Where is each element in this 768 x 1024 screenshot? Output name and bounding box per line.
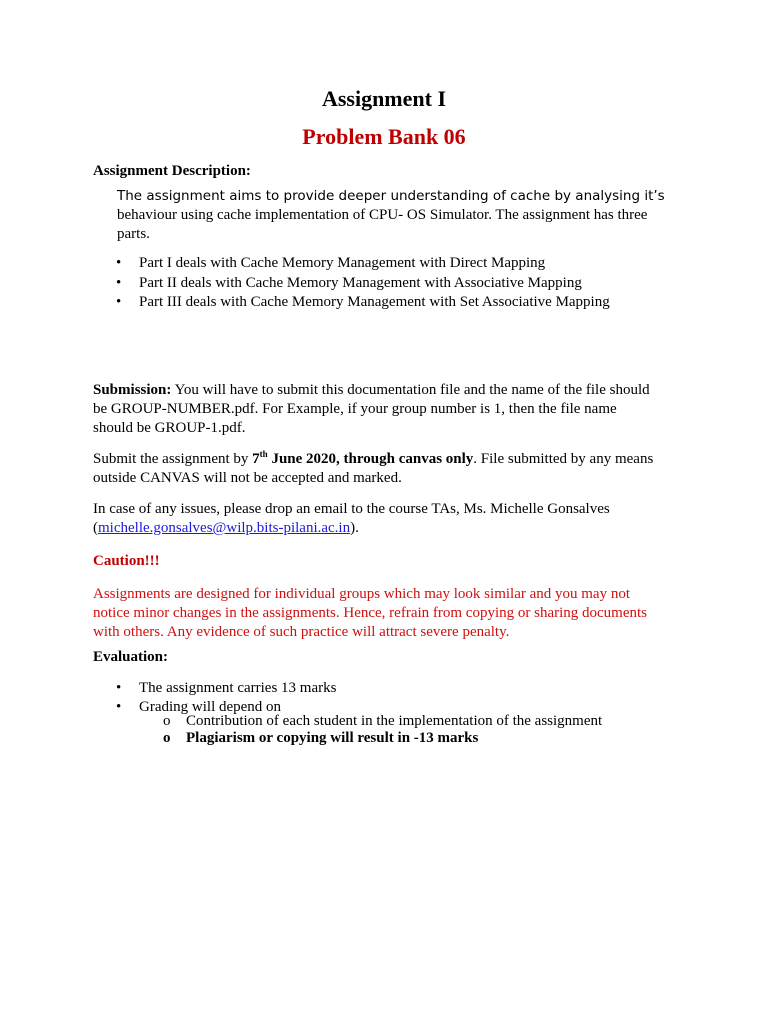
submission-label: Submission:: [93, 382, 172, 398]
caution-line-2: notice minor changes in the assignments. Hence, refrain from copying or sharing documents: [93, 605, 648, 621]
sub-list-item: o Plagiarism or copying will result in -13 marks: [163, 730, 602, 747]
description-line-3: parts.: [117, 226, 150, 242]
evaluation-sublist: [163, 713, 602, 747]
description-paragraph: [117, 187, 677, 244]
sub-list-item: o Contribution of each student in the implementation of the assignment: [163, 713, 602, 730]
parts-list: [116, 254, 610, 313]
list-item: • Part II deals with Cache Memory Management with Associative Mapping: [116, 274, 610, 294]
list-item: • Part I deals with Cache Memory Management with Direct Mapping: [116, 254, 610, 274]
evaluation-heading: Evaluation:: [93, 649, 169, 665]
submission-line-3: should be GROUP-1.pdf.: [93, 420, 246, 436]
list-item: • Part III deals with Cache Memory Management with Set Associative Mapping: [116, 293, 610, 313]
evaluation-list: [116, 679, 336, 716]
deadline-prefix: Submit the assignment by: [93, 451, 253, 467]
submission-paragraph: [93, 381, 693, 438]
page-title: Assignment I: [321, 86, 447, 111]
deadline-day: 7: [252, 451, 260, 467]
deadline-date: June 2020, through canvas only: [267, 451, 474, 467]
email-link[interactable]: michelle.gonsalves@wilp.bits-pilani.ac.in: [98, 520, 351, 536]
submission-line-1: You will have to submit this documentation file and the name of the file should: [171, 382, 650, 398]
list-item: • Grading will depend on: [116, 699, 336, 716]
deadline-suffix: . File submitted by any means: [473, 451, 654, 467]
description-line-1: The assignment aims to provide deeper understanding of cache by analysing it’s: [117, 188, 665, 204]
caution-line-1: Assignments are designed for individual groups which may look similar and you may not: [93, 586, 630, 602]
contact-paragraph: [93, 500, 693, 538]
caution-paragraph: [93, 585, 673, 642]
list-item: • The assignment carries 13 marks: [116, 679, 336, 699]
description-heading: Assignment Description:: [93, 163, 251, 179]
deadline-paragraph: [93, 450, 713, 488]
page-subtitle: Problem Bank 06: [302, 124, 466, 149]
description-line-2: behaviour using cache implementation of CPU- OS Simulator. The assignment has three: [117, 207, 648, 223]
caution-line-3: with others. Any evidence of such practice will attract severe penalty.: [93, 624, 510, 640]
contact-close: ).: [350, 520, 359, 536]
deadline-line-2: outside CANVAS will not be accepted and marked.: [93, 470, 402, 486]
contact-open: (: [93, 520, 98, 536]
contact-line-1: In case of any issues, please drop an email to the course TAs, Ms. Michelle Gonsalves: [93, 501, 610, 517]
deadline-sup: th: [259, 449, 268, 459]
caution-heading: Caution!!!: [93, 553, 160, 569]
submission-line-2: be GROUP-NUMBER.pdf. For Example, if your group number is 1, then the file name: [93, 401, 617, 417]
